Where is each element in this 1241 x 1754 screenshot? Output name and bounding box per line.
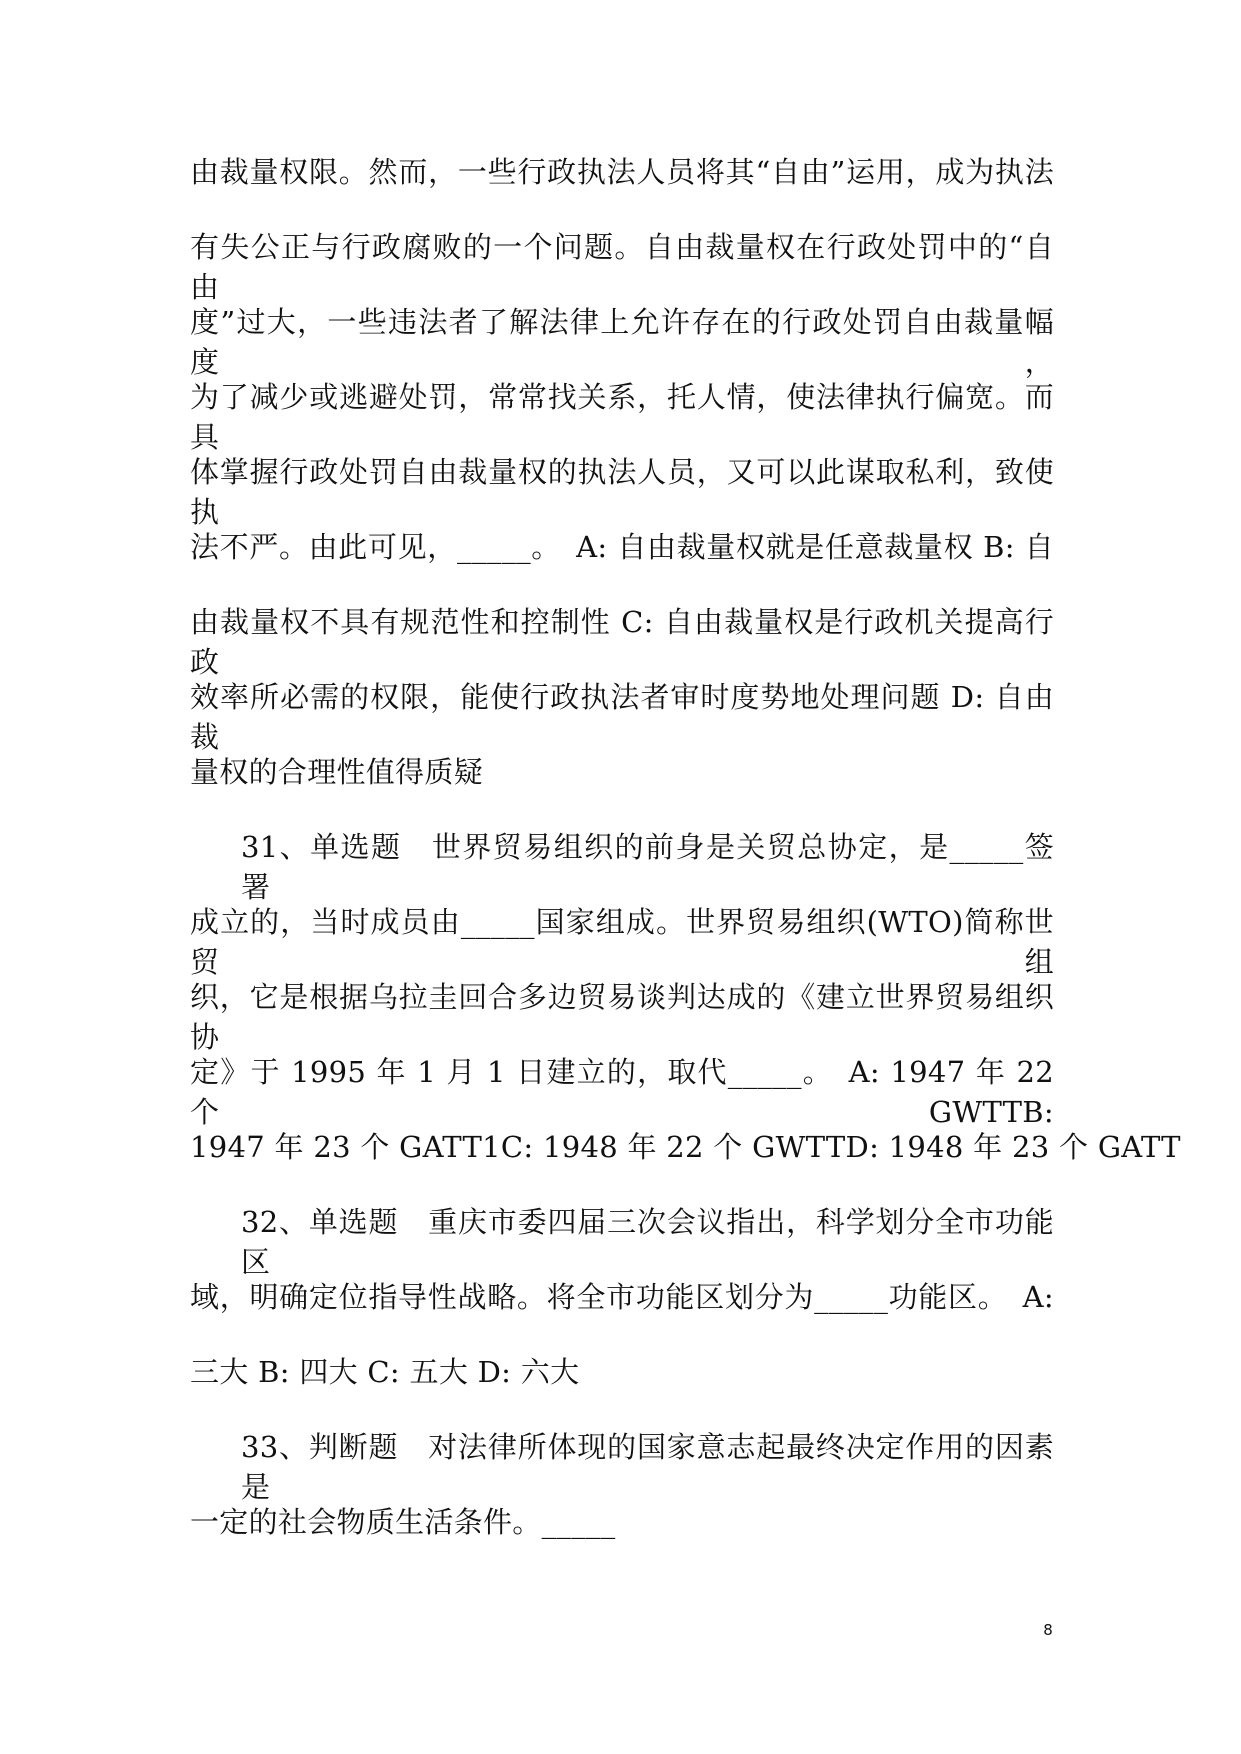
text-line: 成立的，当时成员由_____国家组成。世界贸易组织(WTO)简称世贸组 (190, 905, 1054, 979)
text-line: 体掌握行政处罚自由裁量权的执法人员，又可以此谋取私利，致使执 (190, 455, 1054, 529)
text-line: 度”过大，一些违法者了解法律上允许存在的行政处罚自由裁量幅度， (190, 305, 1054, 379)
text-line: 由裁量权不具有规范性和控制性 C: 自由裁量权是行政机关提高行政 (190, 605, 1054, 679)
text-line: 三大 B: 四大 C: 五大 D: 六大 (190, 1355, 580, 1389)
text-line: 1947 年 23 个 GATT1C: 1948 年 22 个 GWTTD: 1948 年 23 个 GATT (190, 1130, 1181, 1164)
text-line: 法不严。由此可见，_____。 A: 自由裁量权就是任意裁量权 B: 自 (190, 530, 1054, 564)
text-line: 效率所必需的权限，能使行政执法者审时度势地处理问题 D: 自由裁 (190, 680, 1054, 754)
text-line: 织，它是根据乌拉圭回合多边贸易谈判达成的《建立世界贸易组织协 (190, 980, 1054, 1054)
text-line: 为了减少或逃避处罚，常常找关系，托人情，使法律执行偏宽。而具 (190, 380, 1054, 454)
text-line: 一定的社会物质生活条件。_____ (190, 1505, 616, 1539)
text-line: 量权的合理性值得质疑 (190, 755, 484, 789)
text-line: 域，明确定位指导性战略。将全市功能区划分为_____功能区。 A: (190, 1280, 1054, 1314)
page-number: 8 (1043, 1621, 1053, 1639)
question-31-heading: 31、单选题 世界贸易组织的前身是关贸总协定，是_____签署 (241, 830, 1054, 904)
text-line: 定》于 1995 年 1 月 1 日建立的，取代_____。 A: 1947 年 22 个 GWTTB: (190, 1055, 1054, 1129)
question-32-heading: 32、单选题 重庆市委四届三次会议指出，科学划分全市功能区 (241, 1205, 1054, 1279)
text-line: 有失公正与行政腐败的一个问题。自由裁量权在行政处罚中的“自由 (190, 230, 1054, 304)
text-line: 由裁量权限。然而，一些行政执法人员将其“自由”运用，成为执法 (190, 155, 1054, 189)
question-33-heading: 33、判断题 对法律所体现的国家意志起最终决定作用的因素是 (241, 1430, 1054, 1504)
